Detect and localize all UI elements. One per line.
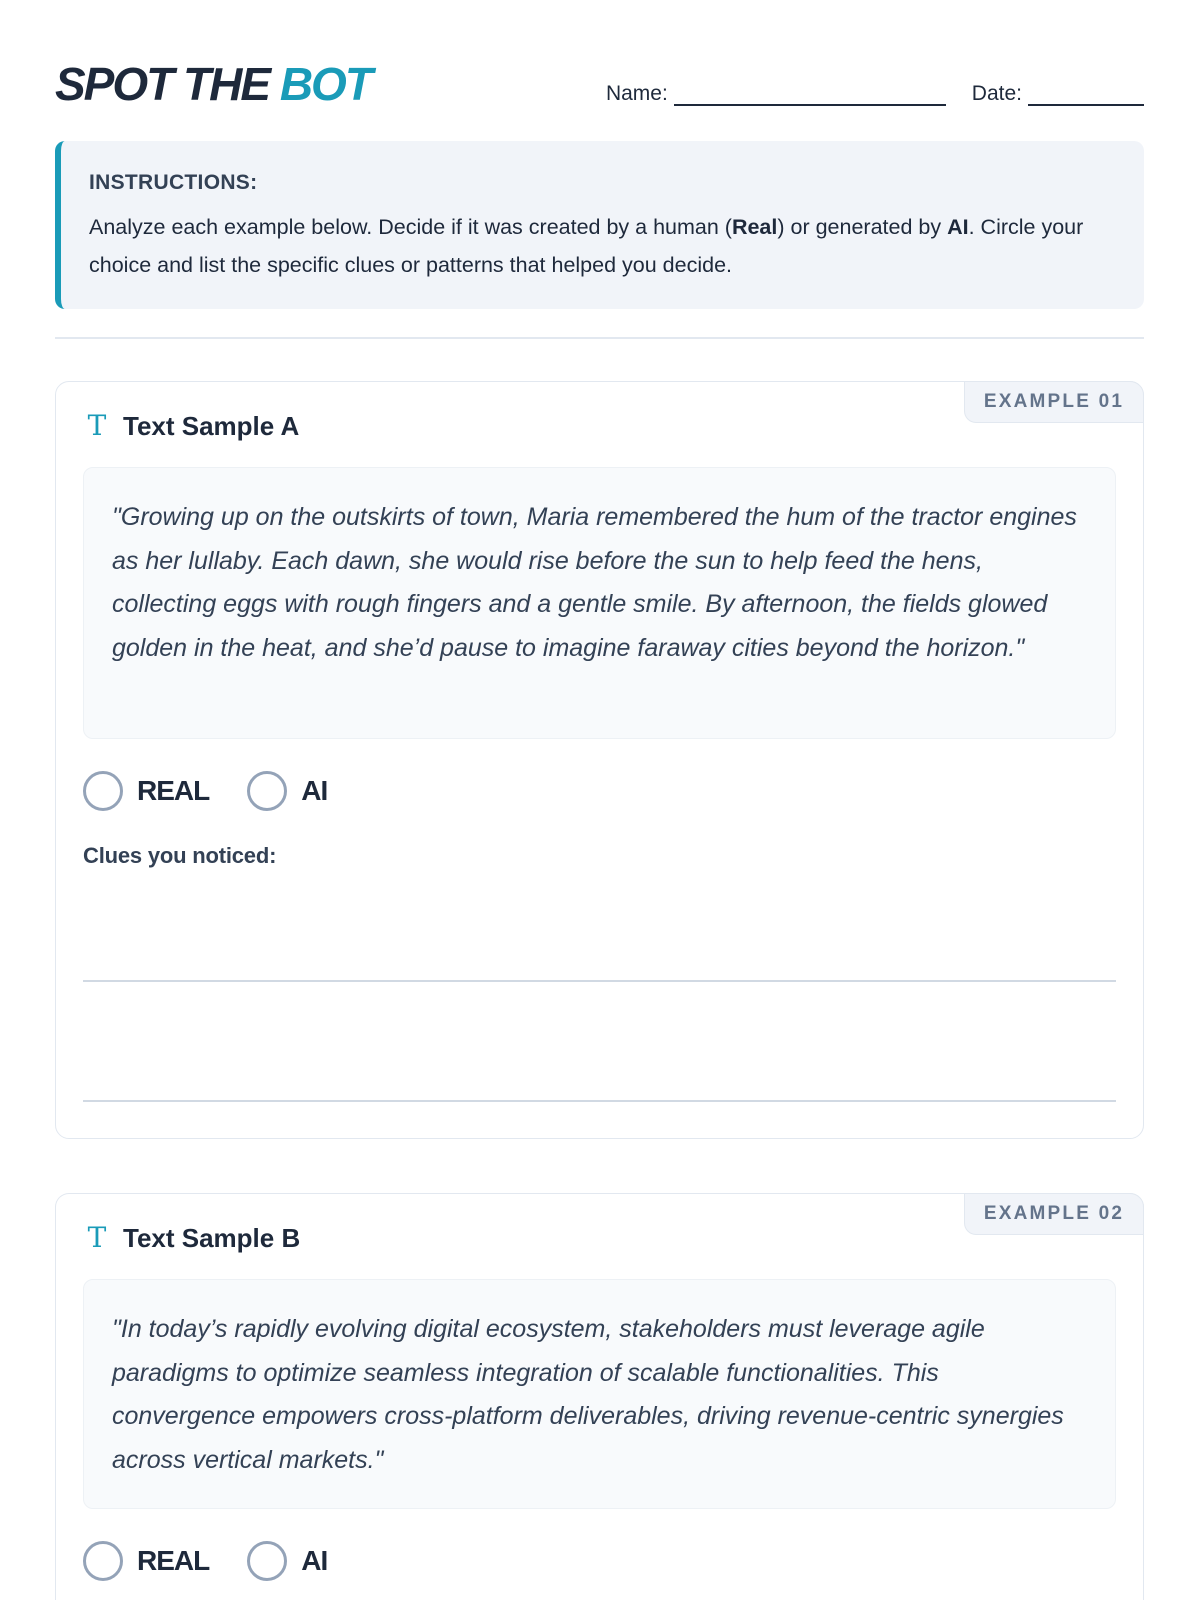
card-title <box>83 1214 1116 1262</box>
choice-real-label: REAL <box>137 775 210 806</box>
answer-choices <box>83 771 1116 811</box>
section-divider <box>55 337 1144 339</box>
instructions-box <box>55 141 1144 309</box>
radio-circle-icon[interactable] <box>247 1541 287 1581</box>
name-blank[interactable] <box>674 86 946 106</box>
clues-write-line[interactable] <box>83 1100 1116 1102</box>
worksheet-title <box>55 58 371 110</box>
choice-real[interactable] <box>83 771 209 811</box>
card-title-text: Text Sample A <box>123 410 300 441</box>
radio-circle-icon[interactable] <box>83 1541 123 1581</box>
text-sample: "In today’s rapidly evolving digital ecosystem, stakeholders must leverage agile paradigms to optimize seamless integration of scalable functionalities. This convergence empowers cross-platform deliverables, driving revenue-centric synergies across vertical markets." <box>83 1279 1116 1509</box>
instructions-text-part: ) or generated by <box>777 215 948 239</box>
clues-label: Clues you noticed: <box>83 843 277 868</box>
instructions-text <box>89 208 1114 284</box>
answer-choices <box>83 1541 1116 1581</box>
clues-write-line[interactable] <box>83 980 1116 982</box>
card-title-text: Text Sample B <box>123 1222 301 1253</box>
radio-circle-icon[interactable] <box>83 771 123 811</box>
date-blank[interactable] <box>1028 86 1144 106</box>
name-label: Name: <box>605 82 668 105</box>
instructions-bold-ai: AI <box>947 215 969 239</box>
title-main: SPOT THE <box>55 58 280 110</box>
example-card-02 <box>55 1193 1144 1600</box>
text-type-icon: T <box>87 1221 107 1254</box>
example-card-01 <box>55 381 1144 1139</box>
title-accent: BOT <box>279 58 371 110</box>
instructions-text-part: Analyze each example below. Decide if it was created by a human ( <box>89 215 732 239</box>
text-sample: "Growing up on the outskirts of town, Maria remembered the hum of the tractor engines as her lullaby. Each dawn, she would rise before the sun to help feed the hens, collecting eggs with rough fingers and a gentle smile. By afternoon, the fields glowed golden in the heat, and she’d pause to imagine faraway cities beyond the horizon." <box>83 467 1116 739</box>
choice-real-label: REAL <box>137 1545 210 1576</box>
example-badge: EXAMPLE 01 <box>964 381 1144 423</box>
choice-real[interactable] <box>83 1541 209 1581</box>
worksheet-header <box>55 0 1144 132</box>
example-badge: EXAMPLE 02 <box>964 1193 1144 1235</box>
text-type-icon: T <box>87 409 107 442</box>
name-field[interactable] <box>606 82 946 106</box>
choice-ai-label: AI <box>301 1545 328 1576</box>
choice-ai[interactable] <box>247 771 327 811</box>
instructions-bold-real: Real <box>731 215 778 239</box>
card-title <box>83 402 1116 450</box>
choice-ai[interactable] <box>247 1541 327 1581</box>
date-label: Date: <box>971 82 1022 105</box>
student-fields <box>606 82 1144 106</box>
instructions-heading: INSTRUCTIONS: <box>89 171 258 194</box>
date-field[interactable] <box>972 82 1144 106</box>
choice-ai-label: AI <box>301 775 328 806</box>
radio-circle-icon[interactable] <box>247 771 287 811</box>
instructions-text-part: . Circle your choice and list the specific clues or patterns that helped you decide. <box>89 215 1084 277</box>
